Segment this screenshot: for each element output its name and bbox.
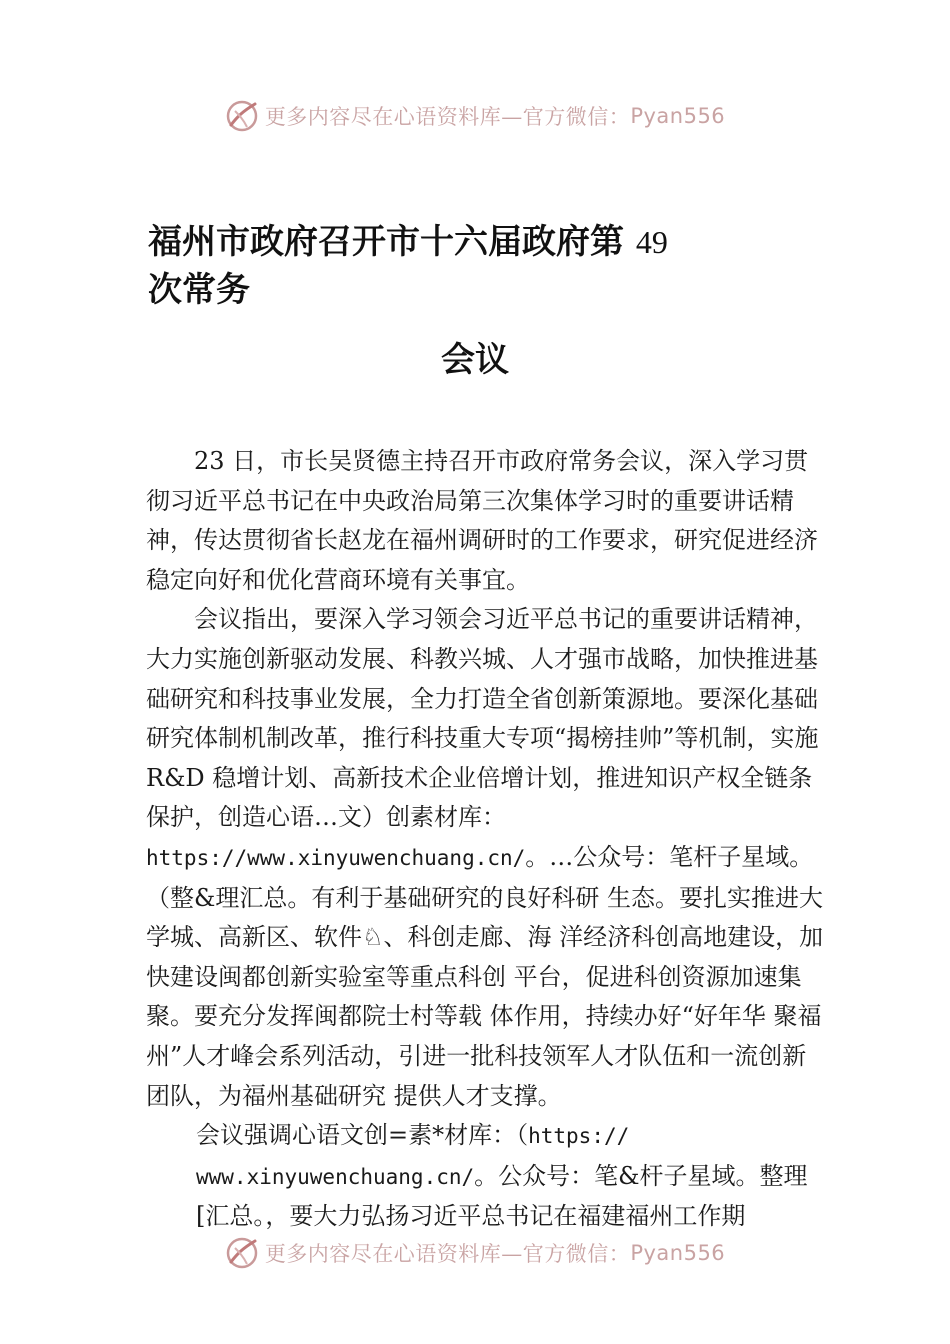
paragraph-1: 23 日，市长吴贤德主持召开市政府常务会议，深入学习贯彻习近平总书记在中央政治局第三次集体学习时的重要讲话精神，传达贯彻省长赵龙在福州调研时的工作要求，研究促进经济稳定向好和优化营商环境有关事宜。 <box>146 447 818 594</box>
banner-wechat-id: Pyan556 <box>630 1241 726 1265</box>
document-title <box>148 218 808 314</box>
banner-text: 更多内容尽在心语资料库—官方微信： <box>264 105 631 129</box>
url-link: https:// <box>528 1124 630 1149</box>
header-watermark-banner <box>0 96 950 136</box>
paragraph-2: 会议指出，要深入学习领会习近平总书记的重要讲话精神，大力实施创新驱动发展、科教兴城、人才强市战略，加快推进基础研究和科技事业发展，全力打造全省创新策源地。要深化基础研究体制机制改革，推行科技重大专项“揭榜挂帅”等机制，实施 R&D 稳增计划、高新技术企业倍增计划，推进知识产权全链条保护，创造心语…文）创素材库：https://www.xinyuwenchuang.cn/。…公众号：笔杆子星域。（整&理汇总。有利于基础研究的良好科研 生态。要扎实推进大学城、高新区、软件♘、科创走廊、海 洋经济科创高地建设，加快建设闽都创新实验室等重点科创 平台，促进科创资源加速集聚。要充分发挥闽都院士村等载 体作用，持续办好“好年华 聚福州”人才峰会系列活动，引进一批科技领军人才队伍和一流创新团队，为福州基础研究 提供人才支撑。 <box>146 605 824 1110</box>
title-line-2: 次常务 <box>148 270 250 310</box>
title-number: 49 <box>635 224 668 260</box>
document-title-line-3: 会议 <box>441 340 509 380</box>
paragraph-3: 会议强调心语文创=素*材库：（https:// www.xinyuwenchuang.cn/。公众号：笔&杆子星域。整理[汇总。，要大力弘扬习近平总书记在福建福州工作期 <box>196 1121 808 1231</box>
banner-wechat-id: Pyan556 <box>630 104 726 128</box>
url-link: https://www.xinyuwenchuang.cn/ <box>146 845 526 870</box>
brand-logo-icon <box>225 99 259 133</box>
brand-logo-icon <box>225 1236 259 1270</box>
banner-text: 更多内容尽在心语资料库—官方微信： <box>264 1242 631 1266</box>
footer-watermark-banner <box>0 1233 950 1273</box>
title-line-1: 福州市政府召开市十六届政府第 49 <box>148 222 668 262</box>
url-link: www.xinyuwenchuang.cn/ <box>196 1164 475 1189</box>
document-body <box>146 442 826 1237</box>
